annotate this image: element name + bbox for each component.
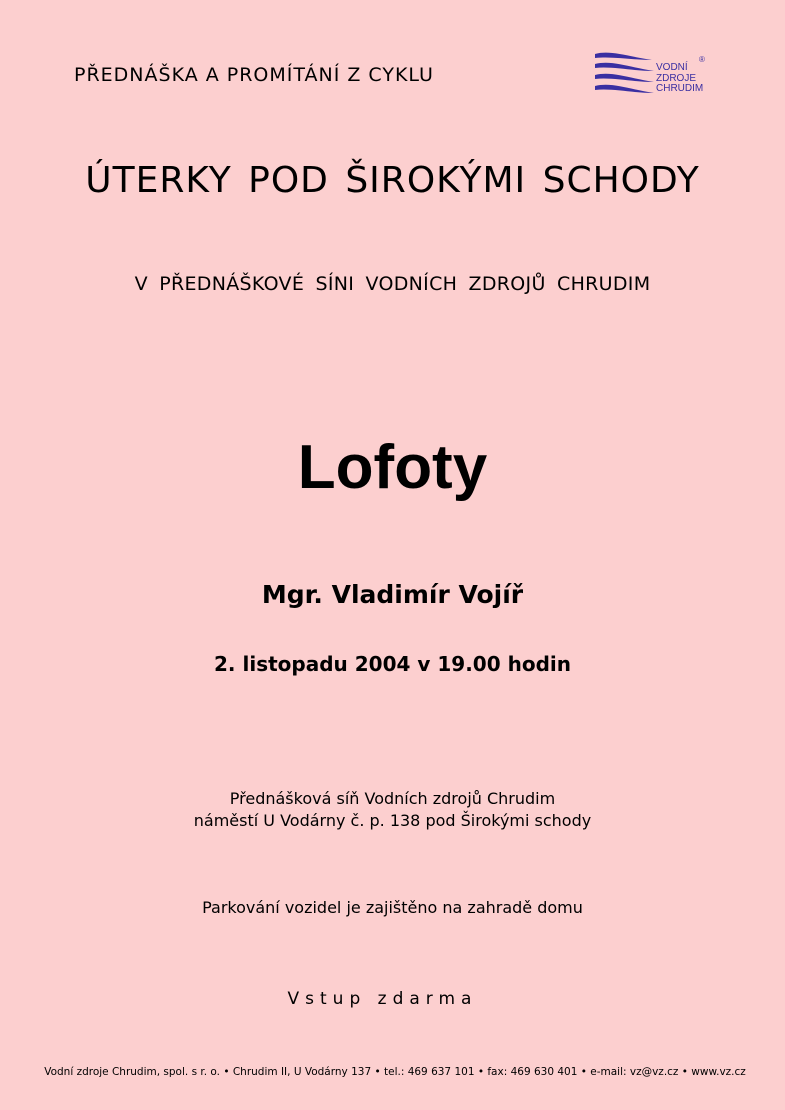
logo-text <box>656 63 703 95</box>
series-label: PŘEDNÁŠKA A PROMÍTÁNÍ Z CYKLU <box>74 64 434 86</box>
lecture-datetime: 2. listopadu 2004 v 19.00 hodin <box>214 652 571 676</box>
series-title: ÚTERKY POD ŠIROKÝMI SCHODY <box>85 160 700 201</box>
logo-line-1: VODNÍ <box>656 62 688 73</box>
footer-contact: Vodní zdroje Chrudim, spol. s r. o. • Chrudim II, U Vodárny 137 • tel.: 469 637 101 • fax: 469 630 401 • e-mail: vz@vz.cz • www.vz.cz <box>44 1066 746 1078</box>
venue-address <box>0 788 785 832</box>
registered-mark: ® <box>699 55 705 64</box>
company-logo <box>592 50 712 102</box>
address-line-2: náměstí U Vodárny č. p. 138 pod Širokými schody <box>193 811 592 830</box>
logo-line-3: CHRUDIM <box>656 83 704 94</box>
speaker-name: Mgr. Vladimír Vojíř <box>261 580 524 609</box>
lecture-title: Lofoty <box>297 433 488 502</box>
admission-note: Vstup zdarma <box>287 989 478 1009</box>
waves-logo-icon <box>592 50 656 102</box>
logo-line-2: ZDROJE <box>656 72 696 84</box>
parking-note: Parkování vozidel je zajištěno na zahradě domu <box>202 898 583 917</box>
venue-line: V PŘEDNÁŠKOVÉ SÍNI VODNÍCH ZDROJŮ CHRUDIM <box>134 273 651 295</box>
address-line-1: Přednášková síň Vodních zdrojů Chrudim <box>229 789 556 808</box>
